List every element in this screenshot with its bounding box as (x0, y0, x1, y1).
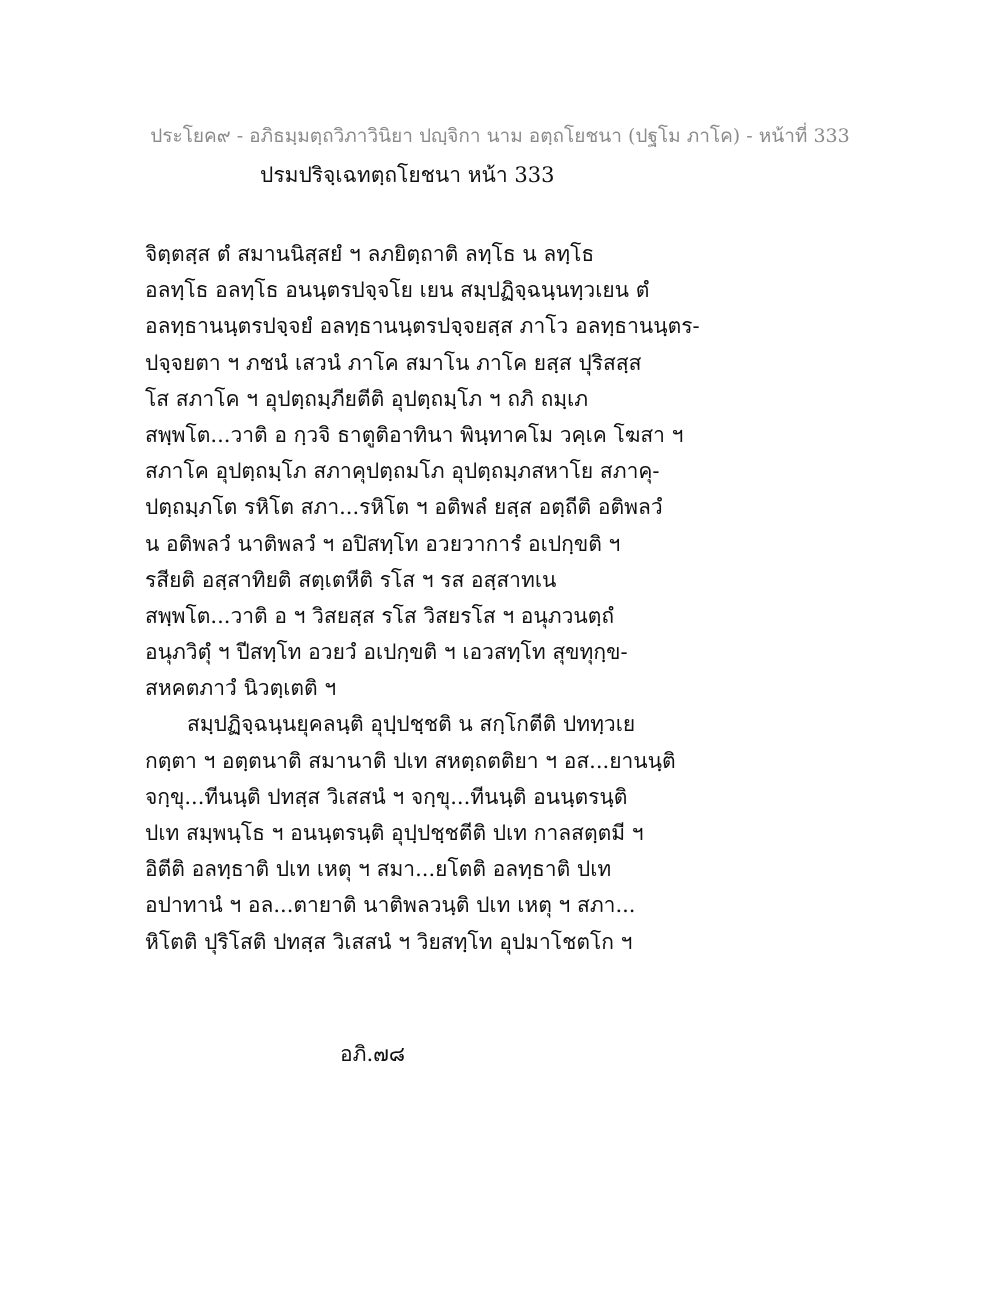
body-line: หิโตติ ปุริโสติ ปทสฺส วิเสสนํ ฯ วิยสทฺโท อุปมาโชตโก ฯ (145, 929, 633, 954)
running-header: ประโยค๙ - อภิธมฺมตฺถวิภาวินิยา ปญฺจิกา นาม อตฺถโยชนา (ปฐโม ภาโค) - หน้าที่ 333 (150, 125, 850, 147)
body-line: อลทฺโธ อลทฺโธ อนนฺตรปจฺจโย เยน สมฺปฏิจฺฉนฺนทฺวเยน ตํ (145, 278, 650, 303)
body-line: ปตฺถมฺภโต รหิโต สภา...รหิโต ฯ อติพลํ ยสฺส อตฺถีติ อติพลวํ (145, 495, 663, 520)
body-line: กตฺตา ฯ อตฺตนาติ สมานาติ ปเท สหตฺถตติยา ฯ อส...ยานนฺติ (145, 748, 676, 773)
body-line: สพฺพโต...วาติ อ กฺวจิ ธาตูติอาทินา พินฺทาคโม วคฺเค โฆสา ฯ (145, 422, 684, 447)
body-line: โส สภาโค ฯ อุปตฺถมฺภียตีติ อุปตฺถมฺโภ ฯ ถภิ ถมฺเภ (145, 386, 589, 411)
body-line: อนุภวิตุํ ฯ ปีสทฺโท อวยวํ อเปกฺขติ ฯ เอวสทฺโท สุขทุกฺข- (145, 640, 628, 665)
body-line: ปเท สมฺพนฺโธ ฯ อนนฺตรนฺติ อุปฺปชฺชตีติ ปเท กาลสตฺตมี ฯ (145, 821, 644, 845)
body-line: สพฺพโต...วาติ อ ฯ วิสยสฺส รโส วิสยรโส ฯ อนุภวนตฺถํ (145, 603, 615, 628)
body-line: สภาโค อุปตฺถมฺโภ สภาคุปตฺถมโภ อุปตฺถมฺภสหาโย สภาคุ- (145, 459, 660, 484)
section-title: ปรมปริจฺเฉทตฺถโยชนา หน้า 333 (260, 163, 555, 187)
paragraph-start-line: สมฺปฏิจฺฉนฺนยุคลนฺติ อุปฺปชฺชติ น สกฺโกตีติ ปททฺวเย (187, 712, 636, 737)
body-text (145, 236, 865, 960)
body-line: จกฺขุ...ทีนนฺติ ปทสฺส วิเสสนํ ฯ จกฺขุ...ทีนนฺติ อนนฺตรนฺติ (145, 784, 628, 809)
body-line: อลทฺธานนฺตรปจฺจยํ อลทฺธานนฺตรปจฺจยสฺส ภาโว อลทฺธานนฺตร- (145, 314, 700, 339)
page-footer-mark: อภิ.๗๘ (340, 1042, 406, 1066)
body-line: จิตฺตสฺส ตํ สมานนิสฺสยํ ฯ ลภยิตฺถาติ ลทฺโธ น ลทฺโธ (145, 242, 595, 266)
body-line: ปจฺจยตา ฯ ภชนํ เสวนํ ภาโค สมาโน ภาโค ยสฺส ปุริสสฺส (145, 350, 642, 375)
body-line: น อติพลวํ นาติพลวํ ฯ อปิสทฺโท อวยวาการํ อเปกฺขติ ฯ (145, 531, 621, 556)
body-line: อปาทานํ ฯ อล...ตายาติ นาติพลวนฺติ ปเท เหตุ ฯ สภา... (145, 893, 636, 918)
body-line: อิตีติ อลทฺธาติ ปเท เหตุ ฯ สมา...ยโตติ อลทฺธาติ ปเท (145, 857, 612, 882)
body-line: สหคตภาวํ นิวตฺเตติ ฯ (145, 676, 337, 701)
body-line: รสียติ อสฺสาทิยติ สตฺเตหีติ รโส ฯ รส อสฺสาทเน (145, 567, 557, 592)
